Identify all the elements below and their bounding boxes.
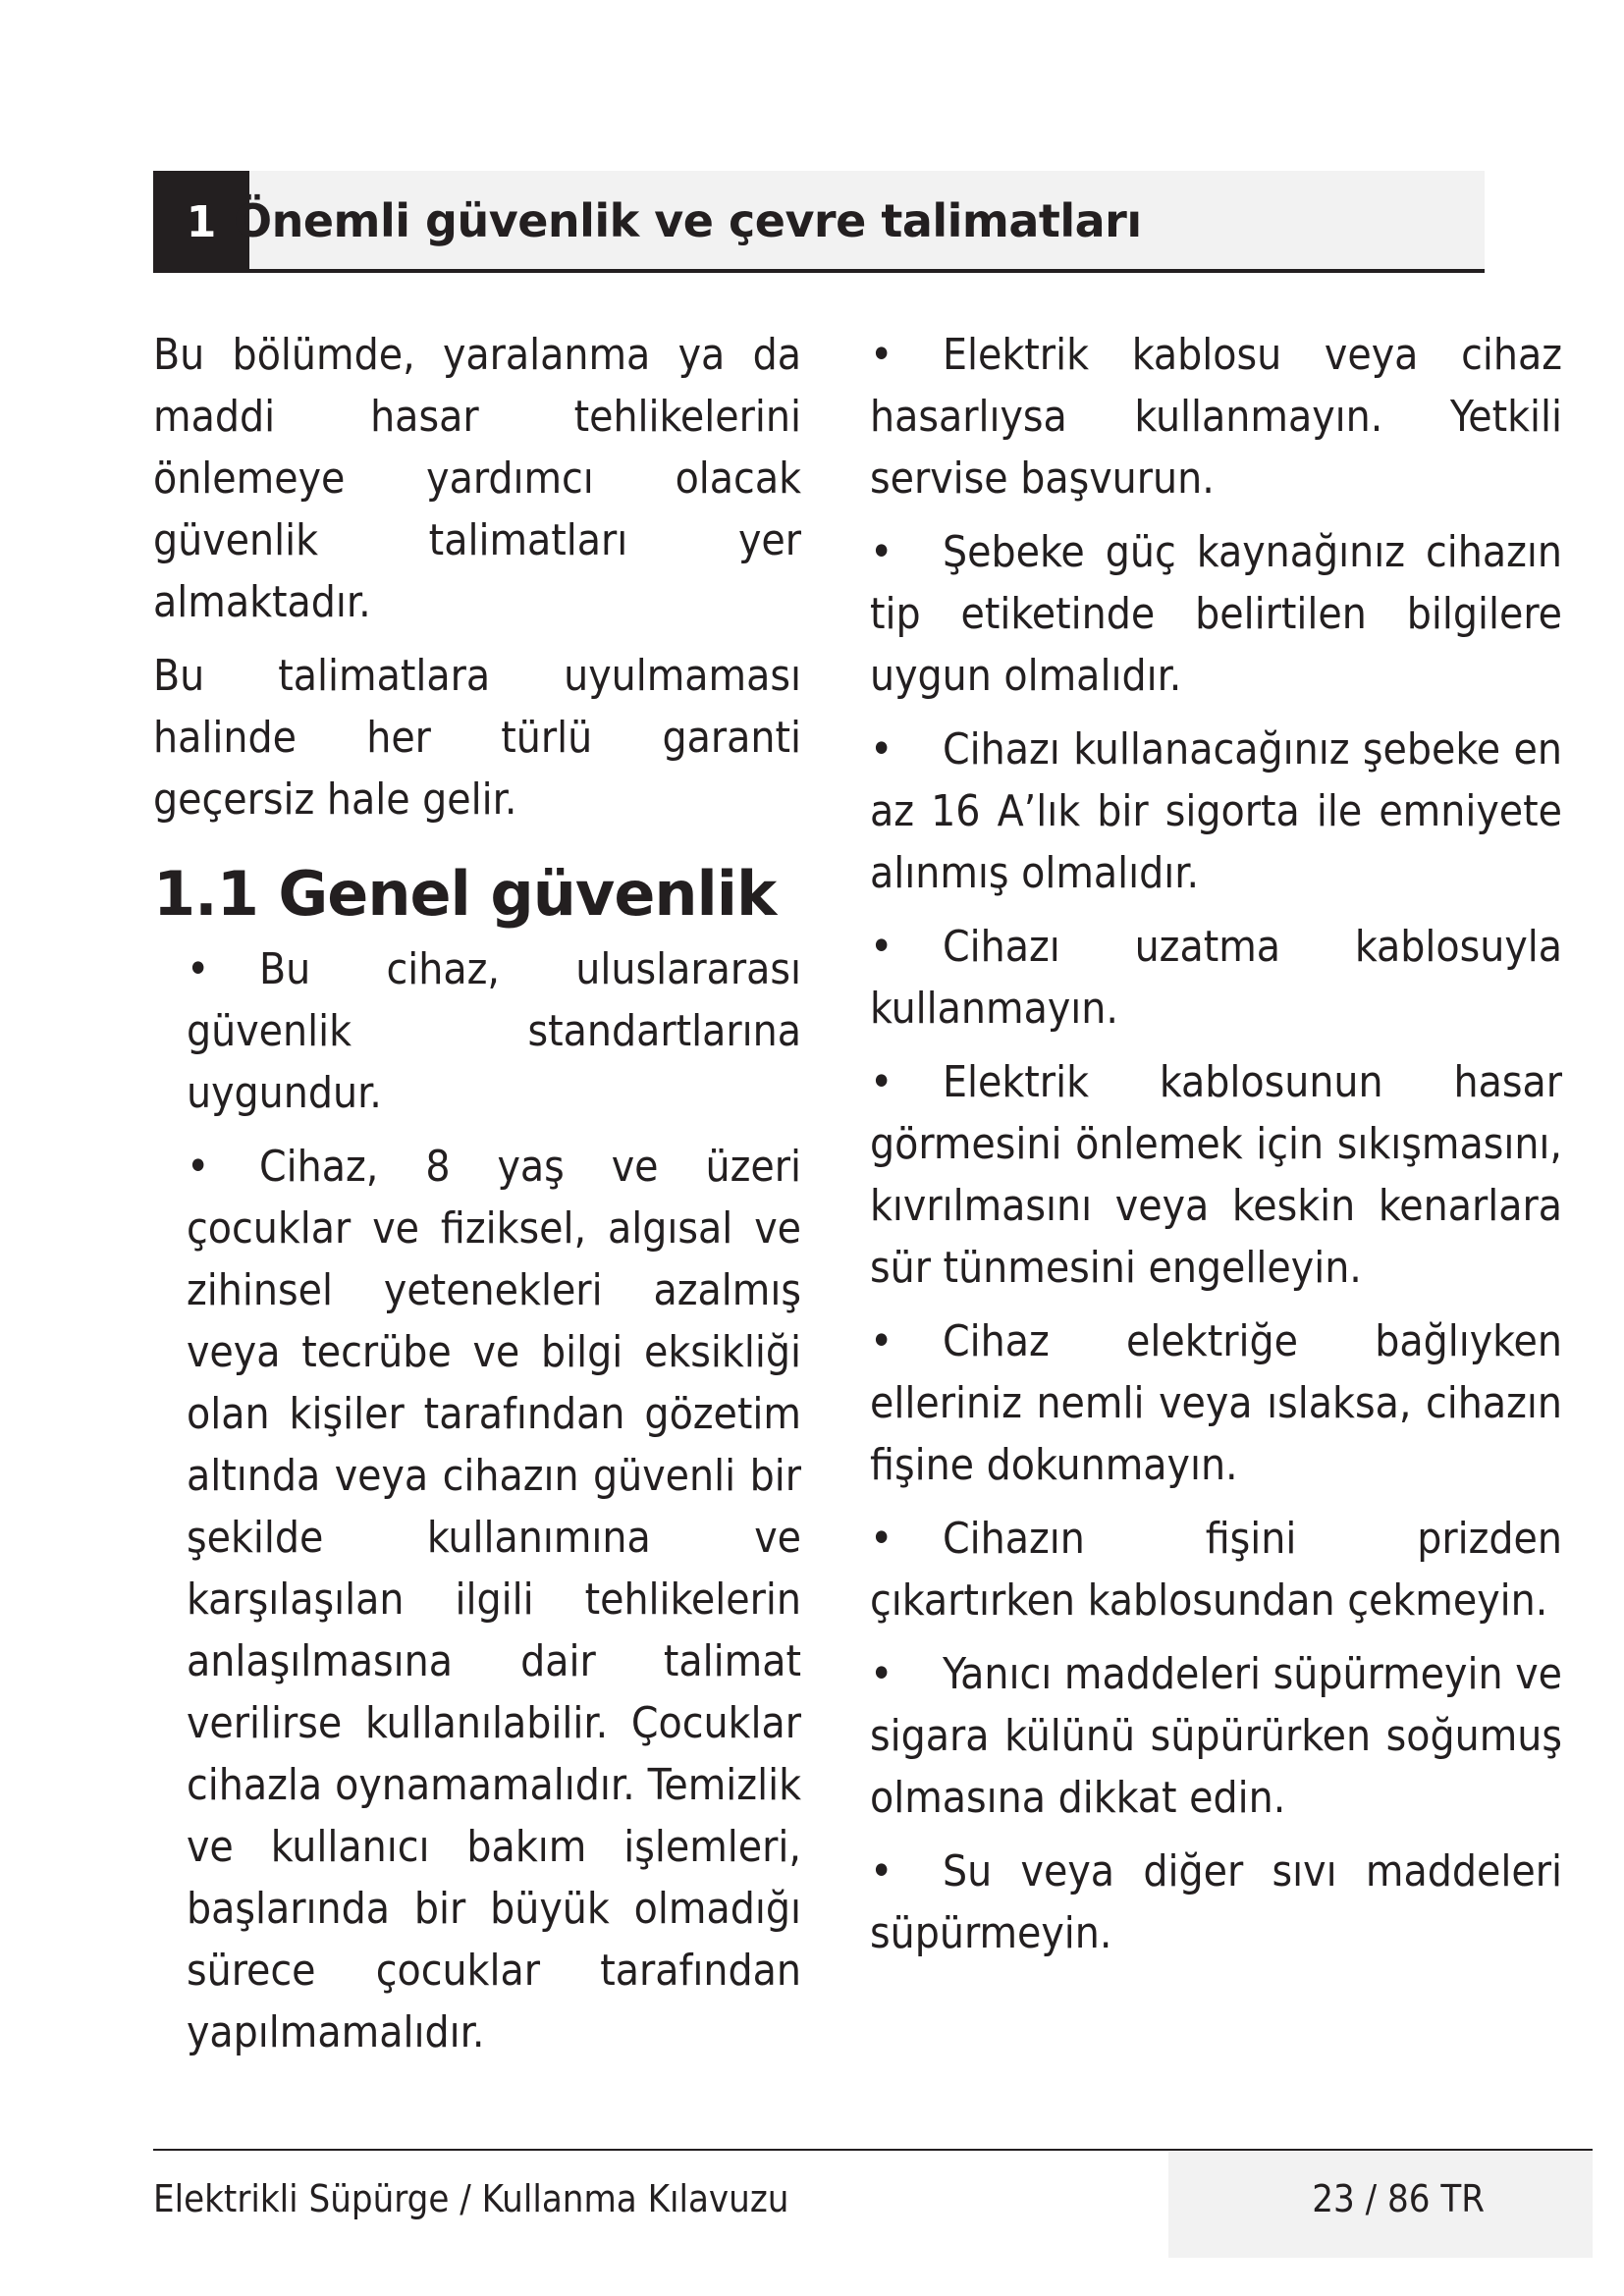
intro-paragraph: Bu talimatlara uyulmaması halinde her türlü garanti geçersiz hale gelir. [153, 651, 801, 825]
safety-list [870, 324, 1562, 1964]
left-column [153, 324, 801, 2075]
list-item: • Elektrik kablosunun hasar görmesini önlemek için sıkışmasını, kıvrılmasını veya keskin kenarlara sür tünmesini engelleyin. [870, 1051, 1562, 1299]
chapter-title: Önemli güvenlik ve çevre talimatları [234, 194, 1142, 247]
chapter-number: 1 [153, 171, 249, 273]
footer-divider [153, 2149, 1593, 2151]
list-item: • Yanıcı maddeleri süpürmeyin ve sigara külünü süpürürken soğumuş olmasına dikkat edin. [870, 1643, 1562, 1829]
right-column [870, 324, 1562, 1976]
list-item: • Su veya diğer sıvı maddeleri süpürmeyin. [870, 1841, 1562, 1964]
general-safety-list [187, 938, 801, 2063]
page-number: 23 / 86 TR [1312, 2177, 1485, 2220]
list-item: • Şebeke güç kaynağınız cihazın tip etiketinde belirtilen bilgilere uygun olmalıdır. [870, 521, 1562, 707]
intro-paragraph: Bu bölümde, yaralanma ya da maddi hasar tehlikelerini önlemeye yardımcı olacak güvenlik talimatları yer almaktadır. [153, 330, 801, 627]
list-item: • Cihazın fişini prizden çıkartırken kablosundan çekmeyin. [870, 1508, 1562, 1631]
list-item: • Elektrik kablosu veya cihaz hasarlıysa kullanmayın. Yetkili servise başvurun. [870, 324, 1562, 509]
footer-document-title: Elektrikli Süpürge / Kullanma Kılavuzu [153, 2177, 789, 2220]
list-item: • Cihaz elektriğe bağlıyken elleriniz nemli veya ıslaksa, cihazın fişine dokunmayın. [870, 1310, 1562, 1496]
list-item: • Cihazı kullanacağınız şebeke en az 16 A’lık bir sigorta ile emniyete alınmış olmalıdır. [870, 719, 1562, 904]
list-item: • Cihazı uzatma kablosuyla kullanmayın. [870, 916, 1562, 1040]
section-title: 1.1 Genel güvenlik [153, 858, 777, 930]
list-item: • Cihaz, 8 yaş ve üzeri çocuklar ve fiziksel, algısal ve zihinsel yetenekleri azalmış veya tecrübe ve bilgi eksikliği olan kişiler tarafından gözetim altında veya cihazın güvenli bir şekilde kullanımına ve karşılaşılan ilgili tehlikelerin anlaşılmasına dair talimat verilirse kullanılabilir. Çocuklar cihazla oynamamalıdır. Temizlik ve kullanıcı bakım işlemleri, başlarında bir büyük olmadığı sürece çocuklar tarafından yapılmamalıdır. [187, 1136, 801, 2063]
list-item: • Bu cihaz, uluslararası güvenlik standartlarına uygundur. [187, 938, 801, 1124]
